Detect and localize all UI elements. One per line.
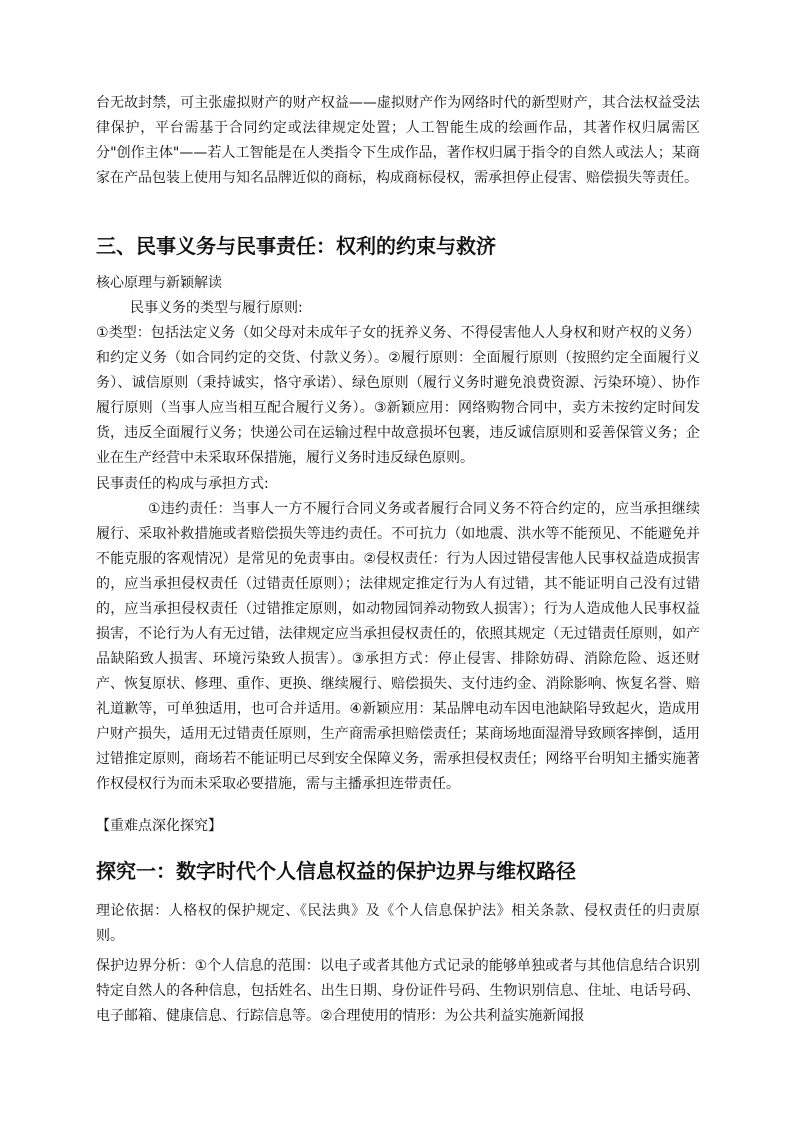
paragraph-liability: ①违约责任：当事人一方不履行合同义务或者履行合同义务不符合约定的，应当承担继续履行、采取补救措施或者赔偿损失等违约责任。不可抗力（如地震、洪水等不能预见、不能避免并不能克服的客观情况）是常见的免责事由。②侵权责任：行为人因过错侵害他人民事权益造成损害的，应当承担侵权责任（过错责任原则）；法律规定推定行为人有过错，其不能证明自己没有过错的，应当承担侵权责任（过错推定原则，如动物园饲养动物致人损害）；行为人造成他人民事权益损害，不论行为人有无过错，法律规定应当承担侵权责任的，依照其规定（无过错责任原则，如产品缺陷致人损害、环境污染致人损害）。③承担方式：停止侵害、排除妨碍、消除危险、返还财产、恢复原状、修理、重作、更换、继续履行、赔偿损失、支付违约金、消除影响、恢复名誉、赔礼道歉等，可单独适用，也可合并适用。④新颖应用：某品牌电动车因电池缺陷导致起火，造成用户财产损失，适用无过错责任原则，生产商需承担赔偿责任；某商场地面湿滑导致顾客摔倒，适用过错推定原则，商场若不能证明已尽到安全保障义务，需承担侵权责任；网络平台明知主播实施著作权侵权行为而未采取必要措施，需与主播承担连带责任。 <box>96 501 700 792</box>
label-deep-explore: 【重难点深化探究】 <box>96 818 222 834</box>
label-duty-types: 民事义务的类型与履行原则: <box>130 300 303 316</box>
section-heading-3: 三、民事义务与民事责任：权利的约束与救济 <box>96 234 496 258</box>
explore-heading-1: 探究一：数字时代个人信息权益的保护边界与维权路径 <box>96 859 576 883</box>
label-core-principle: 核心原理与新颖解读 <box>96 275 222 291</box>
paragraph-boundary: 保护边界分析：①个人信息的范围：以电子或者其他方式记录的能够单独或者与其他信息结合识别特定自然人的各种信息，包括姓名、出生日期、身份证件号码、生物识别信息、住址、电话号码、电子邮箱、健康信息、行踪信息等。②合理使用的情形：为公共利益实施新闻报 <box>96 958 700 1024</box>
paragraph-theory: 理论依据：人格权的保护规定、《民法典》及《个人信息保护法》相关条款、侵权责任的归责原则。 <box>96 903 700 944</box>
paragraph-duty: ①类型：包括法定义务（如父母对未成年子女的抚养义务、不得侵害他人人身权和财产权的义务）和约定义务（如合同约定的交货、付款义务）。②履行原则：全面履行原则（按照约定全面履行义务）、诚信原则（秉持诚实，恪守承诺）、绿色原则（履行义务时避免浪费资源、污染环境）、协作履行原则（当事人应当相互配合履行义务）。③新颖应用：网络购物合同中，卖方未按约定时间发货，违反全面履行义务；快递公司在运输过程中故意损坏包裹，违反诚信原则和妥善保管义务；企业在生产经营中未采取环保措施，履行义务时违反绿色原则。 <box>96 325 700 466</box>
label-liability: 民事责任的构成与承担方式: <box>96 476 269 492</box>
paragraph-continued: 台无故封禁，可主张虚拟财产的财产权益——虚拟财产作为网络时代的新型财产，其合法权益受法律保护，平台需基于合同约定或法律规定处置；人工智能生成的绘画作品，其著作权归属需区分"创作主体"——若人工智能是在人类指令下生成作品，著作权归属于指令的自然人或法人；某商家在产品包装上使用与知名品牌近似的商标，构成商标侵权，需承担停止侵害、赔偿损失等责任。 <box>96 95 700 186</box>
